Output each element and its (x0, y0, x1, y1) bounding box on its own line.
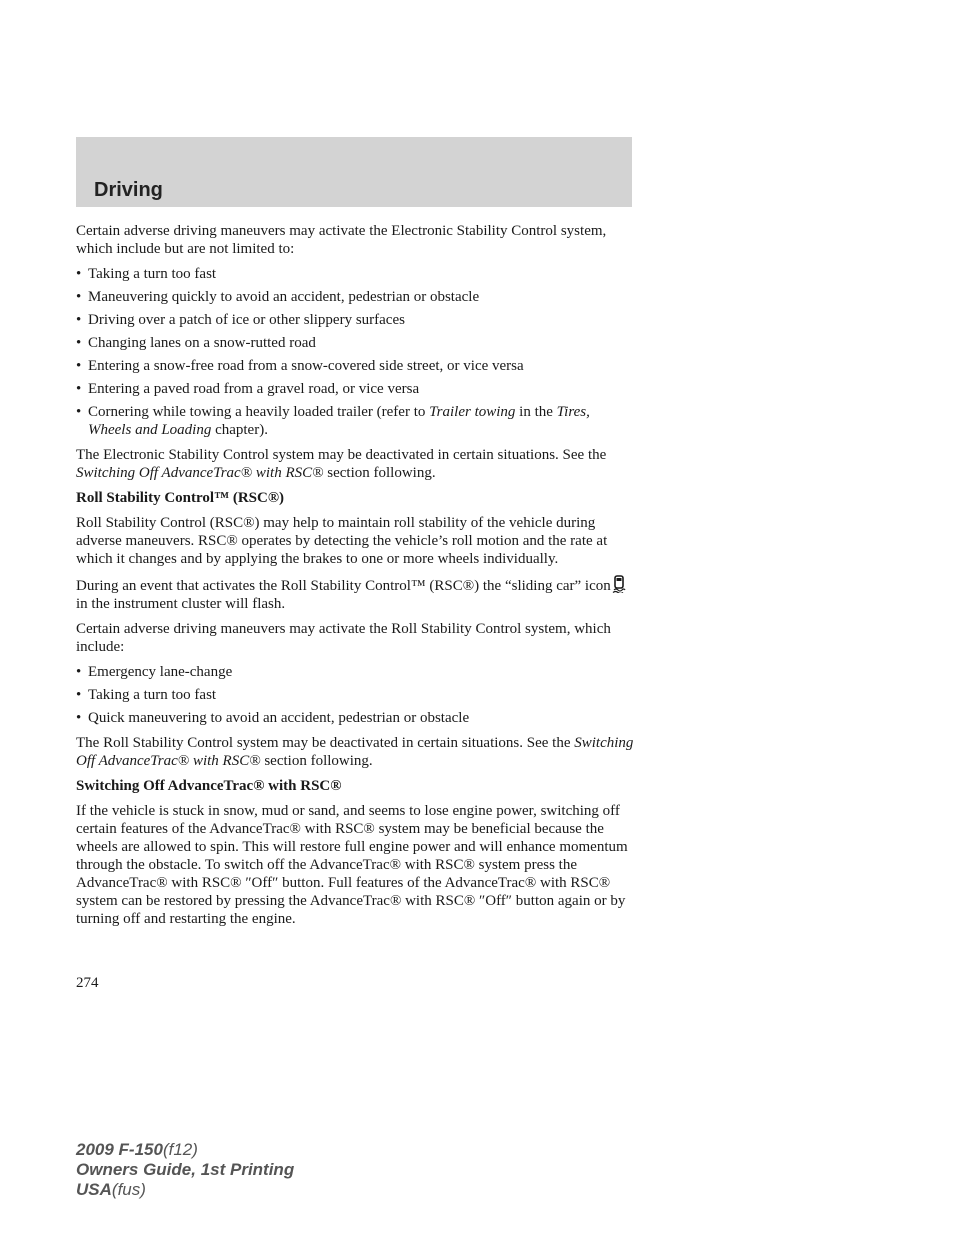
footer-guide-line (76, 1160, 294, 1180)
sliding-car-icon (612, 575, 626, 593)
cross-reference: Switching Off AdvanceTrac® with RSC® (76, 735, 634, 769)
page-number: 274 (76, 975, 99, 991)
list-item: • Taking a turn too fast (76, 265, 636, 283)
switching-off-description: If the vehicle is stuck in snow, mud or sand, and seems to lose engine power, switching off certain features of the AdvanceTrac® with RSC® system may be beneficial because the wheels are allowed to spin. This will restore full engine power and will enhance momentum through the obstacle. To switch off the AdvanceTrac® with RSC® system press the AdvanceTrac® with RSC® ″Off″ button. Full features of the AdvanceTrac® with RSC® system can be restored by pressing the AdvanceTrac® with RSC® ″Off″ button again or by turning off and restarting the engine. (76, 803, 628, 927)
rsc-maneuvers-intro: Certain adverse driving maneuvers may activate the Roll Stability Control system, which include: (76, 621, 611, 655)
esc-intro: Certain adverse driving maneuvers may activate the Electronic Stability Control system, which include but are not limited to: (76, 223, 607, 257)
text-span: chapter). (211, 422, 268, 438)
footer-region: USA (76, 1180, 112, 1199)
list-item: • Entering a paved road from a gravel road, or vice versa (76, 380, 636, 398)
footer-region-line (76, 1180, 294, 1200)
list-item: • Changing lanes on a snow-rutted road (76, 334, 636, 352)
rsc-bullet-list (76, 663, 636, 727)
list-item: • Taking a turn too fast (76, 686, 636, 704)
rsc-heading: Roll Stability Control™ (RSC®) (76, 490, 285, 506)
cross-reference: Switching Off AdvanceTrac® with RSC® (76, 465, 324, 481)
list-item: • Entering a snow-free road from a snow-covered side street, or vice versa (76, 357, 636, 375)
text-span: Cornering while towing a heavily loaded trailer (refer to (88, 404, 430, 420)
text-span: The Electronic Stability Control system may be deactivated in certain situations. See the (76, 447, 607, 463)
list-item: • Maneuvering quickly to avoid an accident, pedestrian or obstacle (76, 288, 636, 306)
cross-reference: Trailer towing (429, 404, 516, 420)
footer-model: 2009 F-150 (76, 1140, 163, 1159)
list-item: • Quick maneuvering to avoid an accident, pedestrian or obstacle (76, 709, 636, 727)
print-footer (76, 1140, 294, 1200)
rsc-icon-note (76, 575, 636, 613)
text-span: in the (515, 404, 557, 420)
switching-off-heading: Switching Off AdvanceTrac® with RSC® (76, 778, 342, 794)
text-span: section following. (323, 465, 436, 481)
text-span: The Roll Stability Control system may be deactivated in certain situations. See the (76, 735, 575, 751)
footer-guide: Owners Guide, 1st Printing (76, 1160, 295, 1179)
text-span: During an event that activates the Roll Stability Control™ (RSC®) the “sliding car” icon (76, 578, 611, 594)
chapter-header-band (76, 137, 632, 207)
rsc-description: Roll Stability Control (RSC®) may help to maintain roll stability of the vehicle during adverse maneuvers. RSC® operates by detecting the vehicle’s roll motion and the rate at which it changes and by applying the brakes to one or more wheels individually. (76, 515, 608, 567)
text-span: in the instrument cluster will flash. (76, 596, 286, 612)
cross-reference: Tires, Wheels and Loading (88, 404, 590, 438)
list-item (76, 403, 636, 439)
esc-deactivation-note (76, 446, 636, 482)
esc-bullet-list (76, 265, 636, 439)
text-span: section following. (260, 753, 373, 769)
footer-region-code: (fus) (111, 1180, 146, 1199)
list-item: • Emergency lane-change (76, 663, 636, 681)
rsc-deactivation-note (76, 734, 636, 770)
chapter-title: Driving (94, 179, 163, 201)
footer-model-line (76, 1140, 294, 1160)
list-item: • Driving over a patch of ice or other slippery surfaces (76, 311, 636, 329)
page-content (76, 222, 636, 935)
footer-model-code: (f12) (162, 1140, 198, 1159)
